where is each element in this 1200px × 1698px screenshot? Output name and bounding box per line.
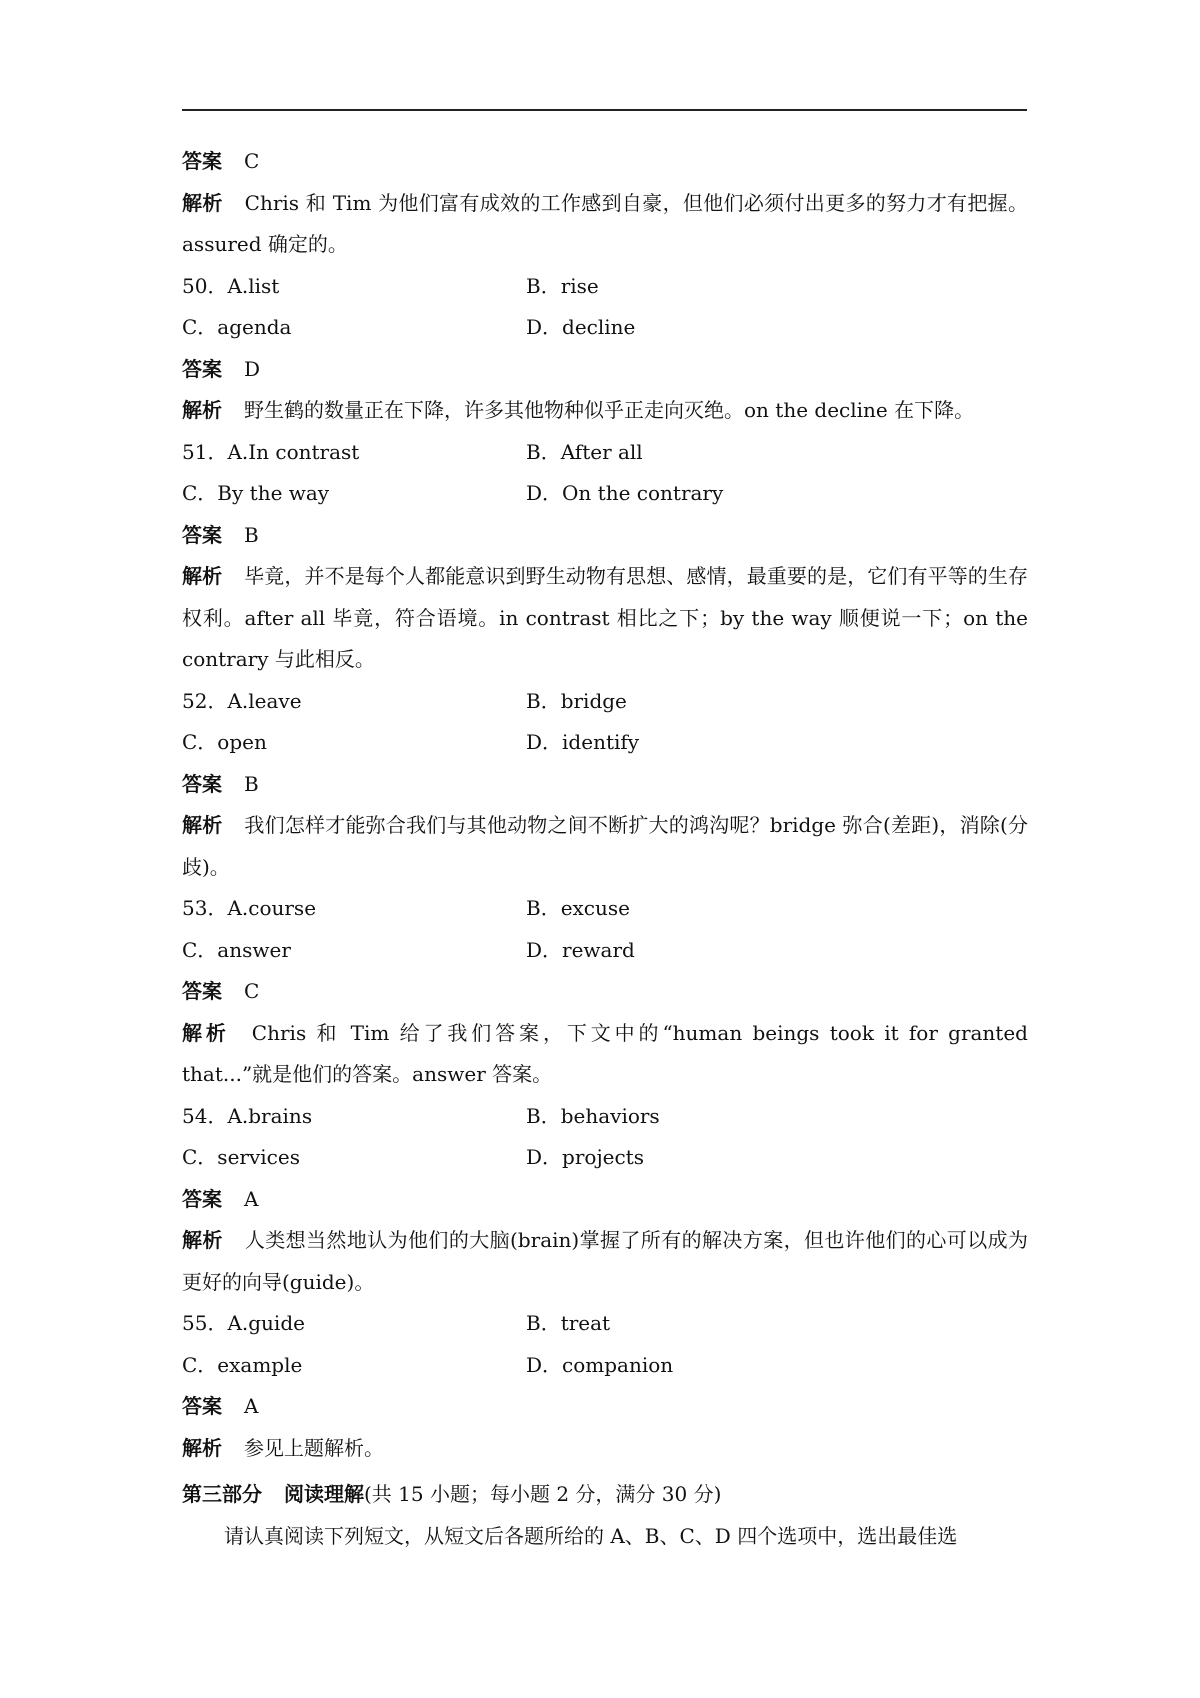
section-heading-text: 阅读理解: [284, 1482, 364, 1506]
answer-label: 答案: [182, 356, 222, 381]
options-row: [182, 930, 1028, 972]
option-a: 55．A.guide: [182, 1311, 305, 1335]
answer-line: [182, 349, 1028, 391]
analysis-text: 参见上题解析。: [244, 1435, 384, 1460]
options-row: [182, 266, 1028, 308]
option-d: D．projects: [526, 1145, 644, 1169]
option-c: C．example: [182, 1352, 303, 1377]
analysis-label: 解析: [182, 190, 223, 215]
answer-text: A: [244, 1394, 259, 1418]
options-row: [182, 681, 1028, 723]
analysis-paragraph: [182, 1220, 1028, 1303]
answer-label: 答案: [182, 522, 222, 547]
option-c: C．answer: [182, 937, 291, 962]
analysis-paragraph: [182, 390, 1028, 432]
analysis-label: 解析: [182, 564, 223, 588]
option-a: 54．A.brains: [182, 1103, 313, 1128]
option-b: B．bridge: [526, 688, 627, 713]
analysis-paragraph: [182, 183, 1028, 266]
analysis-text: 我们怎样才能弥合我们与其他动物之间不断扩大的鸿沟呢？bridge 弥合(差距)，消除(分歧)。: [182, 813, 1029, 879]
analysis-paragraph: [182, 805, 1028, 888]
analysis-label: 解析: [182, 813, 223, 837]
document-body: [182, 141, 1028, 1469]
answer-line: [182, 1179, 1028, 1221]
answer-label: 答案: [182, 771, 222, 796]
answer-text: B: [244, 522, 259, 547]
answer-text: B: [244, 771, 259, 796]
answer-line: [182, 515, 1028, 557]
analysis-paragraph: [182, 1428, 1028, 1470]
analysis-label: 解析: [182, 1228, 223, 1252]
option-c: C．open: [182, 730, 267, 754]
answer-line: [182, 1386, 1028, 1428]
analysis-label: 解析: [182, 398, 222, 422]
section-note: (共 15 小题；每小题 2 分，满分 30 分): [364, 1482, 722, 1506]
answer-label: 答案: [182, 1394, 222, 1418]
answer-line: [182, 764, 1028, 806]
option-d: D．reward: [526, 937, 635, 962]
options-row: [182, 888, 1028, 930]
option-d: D．companion: [526, 1352, 674, 1377]
option-c: C．agenda: [182, 315, 292, 339]
header-rule: [182, 109, 1027, 111]
option-b: B．rise: [526, 273, 599, 298]
option-c: C．services: [182, 1145, 300, 1169]
options-row: [182, 307, 1028, 349]
section-heading: [182, 1474, 1028, 1516]
option-a: 50．A.list: [182, 273, 280, 298]
option-b: B．behaviors: [526, 1103, 660, 1128]
analysis-text: Chris 和 Tim 为他们富有成效的工作感到自豪，但他们必须付出更多的努力才有把握。assured 确定的。: [182, 190, 1028, 256]
analysis-paragraph: [182, 1013, 1028, 1096]
section-instruction: 请认真阅读下列短文，从短文后各题所给的 A、B、C、D 四个选项中，选出最佳选: [224, 1523, 958, 1548]
answer-label: 答案: [182, 149, 222, 173]
options-row: [182, 473, 1028, 515]
option-b: B．excuse: [526, 896, 630, 920]
analysis-paragraph: [182, 556, 1028, 681]
option-d: D．On the contrary: [526, 481, 724, 505]
analysis-text: 人类想当然地认为他们的大脑(brain)掌握了所有的解决方案，但也许他们的心可以成为更好的向导(guide)。: [182, 1228, 1029, 1294]
option-c: C．By the way: [182, 481, 330, 505]
section-title: 第三部分: [182, 1482, 262, 1506]
section-three: [182, 1474, 1028, 1557]
options-row: [182, 1096, 1028, 1138]
analysis-label: 解析: [182, 1435, 222, 1460]
answer-label: 答案: [182, 1186, 222, 1211]
options-row: [182, 1137, 1028, 1179]
answer-label: 答案: [182, 979, 222, 1003]
option-d: D．identify: [526, 730, 640, 754]
option-a: 52．A.leave: [182, 688, 302, 713]
option-a: 53．A.course: [182, 896, 317, 920]
answer-text: A: [244, 1186, 259, 1211]
analysis-text: Chris 和 Tim 给了我们答案，下文中的“human beings took it for granted that...”就是他们的答案。answer 答案。: [182, 1020, 1028, 1086]
options-row: [182, 1303, 1028, 1345]
option-b: B．After all: [526, 439, 643, 464]
answer-line: [182, 141, 1028, 183]
option-d: D．decline: [526, 315, 636, 339]
answer-text: C: [244, 979, 260, 1003]
option-b: B．treat: [526, 1311, 611, 1335]
answer-line: [182, 971, 1028, 1013]
analysis-text: 毕竟，并不是每个人都能意识到野生动物有思想、感情，最重要的是，它们有平等的生存权利。after all 毕竟，符合语境。in contrast 相比之下；by the way 顺便说一下；on the contrary 与此相反。: [182, 564, 1029, 671]
options-row: [182, 432, 1028, 474]
options-row: [182, 722, 1028, 764]
options-row: [182, 1345, 1028, 1387]
analysis-label: 解析: [182, 1020, 230, 1045]
answer-text: C: [244, 149, 260, 173]
analysis-text: 野生鹤的数量正在下降，许多其他物种似乎正走向灭绝。on the decline 在下降。: [244, 398, 975, 422]
answer-text: D: [244, 356, 261, 381]
option-a: 51．A.In contrast: [182, 439, 360, 464]
